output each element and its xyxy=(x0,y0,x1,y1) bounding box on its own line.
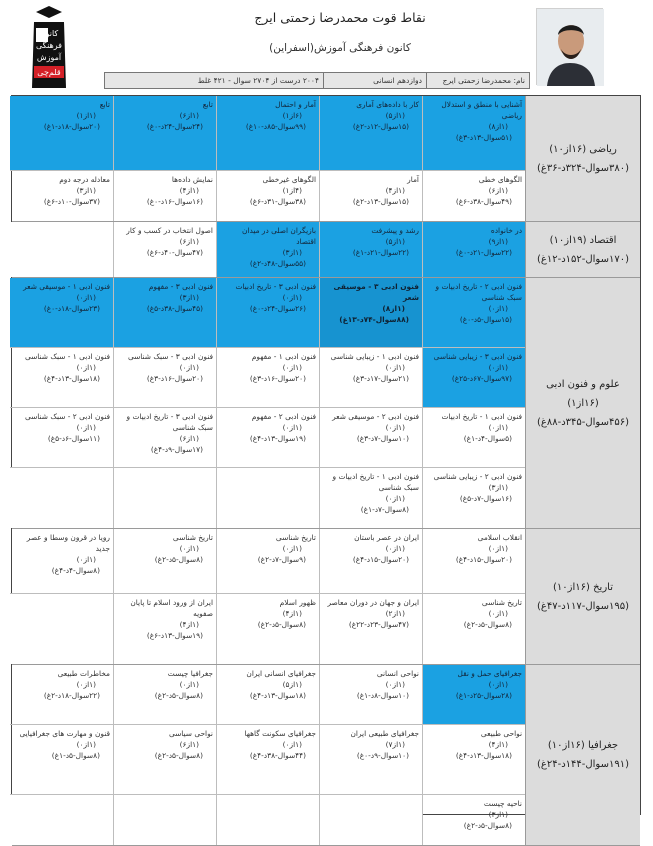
topic-count: (۱از۰) xyxy=(282,423,302,432)
topic-title: فنون ادبی ۲ - سبک شناسی xyxy=(24,412,110,421)
topic-cell xyxy=(216,529,319,593)
topic-questions: (۱۸سوال-۱۳د-۴غ) xyxy=(249,691,306,700)
topic-questions: (۲۶سوال-۲۴د-۰غ) xyxy=(249,304,306,313)
topic-questions: (۴۵سوال-۳۸د-۵غ) xyxy=(146,304,203,313)
topic-questions: (۸سوال-۵د-۲غ) xyxy=(154,751,203,760)
topic-line xyxy=(10,222,525,277)
student-photo xyxy=(536,8,603,85)
topic-line xyxy=(10,96,525,171)
topic-title: نمایش داده‌ها xyxy=(171,175,213,184)
student-grade: دوازدهم انسانی xyxy=(323,73,426,88)
student-name: نام: محمدرضا زحمتی ایرج xyxy=(426,73,529,88)
topic-count: (۱از۰) xyxy=(76,555,96,564)
strengths-table xyxy=(11,95,641,830)
topic-questions: (۲۲سوال-۲۱د-۱غ) xyxy=(352,248,409,257)
topic-questions: (۲۴سوال-۲۴د-۰غ) xyxy=(146,122,203,131)
topic-count: (۱از۳) xyxy=(488,483,508,492)
topic-questions: (۸سوال-۵د-۲غ) xyxy=(463,821,512,830)
topic-questions: (۸سوال-۵د-۲غ) xyxy=(463,620,512,629)
topic-title: فنون ادبی ۳ - سبک شناسی xyxy=(127,352,213,361)
topic-cell xyxy=(319,348,422,407)
topic-count: (۱از۰) xyxy=(385,494,405,503)
topic-line xyxy=(10,795,525,845)
logo-line3: آموزش xyxy=(36,53,62,62)
topic-line xyxy=(10,278,525,348)
topic-title: نواحی انسانی xyxy=(376,669,419,678)
topic-count: (۱از۶) xyxy=(179,434,199,443)
topic-questions: (۲۱سوال-۱۷د-۳غ) xyxy=(352,374,409,383)
topic-count: (۴از۱) xyxy=(282,186,302,195)
topic-cell xyxy=(113,171,216,221)
topic-questions: (۱۰سوال-۷د-۳غ) xyxy=(356,434,409,443)
topic-questions: (۱۹سوال-۱۳د-۶غ) xyxy=(146,631,203,640)
topic-title: جغرافیای حمل و نقل xyxy=(457,669,522,678)
topic-questions: (۱۶سوال-۱۶د-۰غ) xyxy=(146,197,203,206)
answer-stats: ۲۰۰۴ درست از ۲۷۰۴ سوال - ۴۲۱ غلط xyxy=(197,76,319,85)
topic-questions: (۴۷سوال-۲۳د-۲۲غ) xyxy=(348,620,409,629)
topic-title: قنون و مهارت های جغرافیایی xyxy=(19,729,110,738)
topic-title: تاریخ شناسی xyxy=(172,533,213,542)
topic-questions: (۸سوال-۴د-۴غ) xyxy=(51,566,100,575)
topic-title: تابع xyxy=(99,100,110,109)
topic-line xyxy=(10,725,525,795)
topic-count: (۱از۴) xyxy=(179,186,199,195)
topic-questions: (۸سوال-۷د-۱غ) xyxy=(360,505,409,514)
topic-count: (۱از۳) xyxy=(488,810,508,819)
topic-title: جغرافیای سکونت گاهها xyxy=(244,729,316,738)
topic-cell xyxy=(319,594,422,664)
topic-title: تابع xyxy=(202,100,213,109)
topic-count: (۱از۲) xyxy=(385,609,405,618)
topic-questions: (۱۵سوال-۱۲د-۲غ) xyxy=(352,122,409,131)
topic-count: (۱از۴) xyxy=(179,620,199,629)
logo-line2: فرهنگی xyxy=(36,41,62,50)
topic-cell xyxy=(216,348,319,407)
topic-line xyxy=(10,408,525,468)
logo xyxy=(22,4,76,90)
topic-cell xyxy=(216,725,319,794)
topic-count: (۱از۰) xyxy=(385,423,405,432)
subject-name: جغرافیا (۱۶از۱۰) (۱۹۱سوال-۱۴۴د-۲۴غ) xyxy=(525,665,640,845)
topic-title: انقلاب اسلامی xyxy=(477,533,522,542)
topic-cell xyxy=(319,408,422,467)
subject-name: ریاضی (۱۶از۱۰) (۳۸۰سوال-۳۲۴د-۳۶غ) xyxy=(525,96,640,221)
topic-count: (۱از۰) xyxy=(385,544,405,553)
logo-line1: کانون xyxy=(39,29,59,38)
topic-title: تاریخ شناسی xyxy=(481,598,522,607)
topic-title: ایران در عصر باستان xyxy=(354,533,419,542)
topic-questions: (۲۰سوال-۱۶د-۳غ) xyxy=(249,374,306,383)
subject-name: اقتصاد (۱۹از۱۰) (۱۷۰سوال-۱۵۲د-۱۲غ) xyxy=(525,222,640,277)
topic-count: (۱از۰) xyxy=(488,544,508,553)
topic-questions: (۱۶سوال-۷د-۵غ) xyxy=(459,494,512,503)
topic-title: فنون ادبی ۲ - تاریخ ادبیات و سبک شناسی xyxy=(435,282,522,302)
topic-title: جغرافیای انسانی ایران xyxy=(246,669,316,678)
empty-cell xyxy=(10,795,113,845)
topic-cell xyxy=(10,96,113,170)
topic-count: (۱از۰) xyxy=(179,680,199,689)
topic-questions: (۹۹سوال-۸۵د-۱۰غ) xyxy=(245,122,306,131)
topic-cell xyxy=(216,278,319,347)
topic-cell xyxy=(319,725,422,794)
topic-title: ایران و جهان در دوران معاصر xyxy=(327,598,419,607)
topic-count: (۱از۶) xyxy=(179,237,199,246)
topic-questions: (۸سوال-۵د-۲غ) xyxy=(154,691,203,700)
topic-count: (۱از۶) xyxy=(179,111,199,120)
topic-cell xyxy=(113,725,216,794)
topic-count: (۱از۰) xyxy=(179,544,199,553)
topic-questions: (۱۰سوال-۹د-۰غ) xyxy=(356,751,409,760)
topic-title: فنون ادبی ۳ - تاریخ ادبیات و سبک شناسی xyxy=(126,412,213,432)
topic-count: (۱از۳) xyxy=(179,293,199,302)
topic-cell xyxy=(422,468,525,528)
topic-questions: (۲۳سوال-۱۸د-۰غ) xyxy=(43,304,100,313)
topic-title: رویا در قرون وسطا و عصر جدید xyxy=(26,533,110,553)
topic-questions: (۸۸سوال-۷۴د-۱۳غ) xyxy=(339,315,409,324)
subject-row xyxy=(12,222,640,278)
topic-cell xyxy=(319,665,422,724)
topic-cell xyxy=(216,222,319,277)
topic-questions: (۸سوال-۵د-۱غ) xyxy=(51,751,100,760)
topic-cell xyxy=(422,348,525,407)
topic-cell xyxy=(422,795,525,845)
topic-count: (۱از۰) xyxy=(488,680,508,689)
topic-questions: (۱۸سوال-۱۳د-۴غ) xyxy=(43,374,100,383)
topic-count: (۱از۶) xyxy=(488,186,508,195)
topic-cell xyxy=(422,665,525,724)
topic-count: (۱از۰) xyxy=(76,363,96,372)
topic-title: اصول انتخاب در کسب و کار xyxy=(126,226,213,235)
topic-count: (۱از۱) xyxy=(76,111,96,120)
topic-questions: (۴۹سوال-۳۸د-۶غ) xyxy=(455,197,512,206)
topic-cell xyxy=(319,171,422,221)
topic-questions: (۳۷سوال-۱۰د-۶غ) xyxy=(43,197,100,206)
topic-count: (۱از۰) xyxy=(488,363,508,372)
topic-count: (۱از۴) xyxy=(282,609,302,618)
topic-cell xyxy=(422,278,525,347)
topic-cell xyxy=(10,665,113,724)
subject-name: علوم و فنون ادبی (۱۶از۱) (۴۵۶سوال-۳۴۵د-۸۸غ) xyxy=(525,278,640,528)
topic-line xyxy=(10,529,525,594)
topic-title: بازیگران اصلی در میدان اقتصاد xyxy=(242,226,316,246)
empty-cell xyxy=(113,795,216,845)
topic-title: فنون ادبی ۱ - مفهوم xyxy=(251,352,316,361)
topic-title: جغرافیا چیست xyxy=(167,669,213,678)
topic-cell xyxy=(319,529,422,593)
topic-count: (۱از۰) xyxy=(488,609,508,618)
topic-count: (۱از۳) xyxy=(76,186,96,195)
topic-cell xyxy=(422,594,525,664)
page-subtitle: کانون فرهنگی آموزش(اسفراین) xyxy=(269,42,411,54)
empty-cell xyxy=(319,795,422,845)
empty-cell xyxy=(113,468,216,528)
report-header xyxy=(0,0,653,95)
page-title: نقاط قوت محمدرضا زحمتی ایرج xyxy=(254,10,426,25)
topic-cell xyxy=(113,665,216,724)
topic-title: نواحی طبیعی xyxy=(480,729,522,738)
topic-cell xyxy=(319,96,422,170)
topic-title: ایران از ورود اسلام تا پایان صفویه xyxy=(130,598,213,618)
topic-title: فنون ادبی ۳ - تاریخ ادبیات xyxy=(235,282,316,291)
topic-count: (۱از۴) xyxy=(488,740,508,749)
empty-cell xyxy=(10,594,113,664)
topic-cell xyxy=(113,594,216,664)
empty-cell xyxy=(10,468,113,528)
topic-questions: (۲۰سوال-۱۸د-۱غ) xyxy=(43,122,100,131)
topic-count: (۱از۰) xyxy=(76,423,96,432)
topic-count: (۶از۱) xyxy=(282,111,302,120)
empty-cell xyxy=(216,795,319,845)
topic-cell xyxy=(10,348,113,407)
topic-cell xyxy=(10,171,113,221)
topic-title: فنون ادبی ۱ - زیبایی شناسی xyxy=(330,352,419,361)
topic-cell xyxy=(113,278,216,347)
subject-name: تاریخ (۱۶از۱۰) (۱۹۵سوال-۱۱۷د-۴۷غ) xyxy=(525,529,640,664)
topic-count: (۱از۳) xyxy=(282,248,302,257)
avatar-icon xyxy=(537,9,604,86)
topic-cell xyxy=(10,529,113,593)
topic-questions: (۲۰سوال-۱۶د-۳غ) xyxy=(146,374,203,383)
topic-title: ناحیه چیست xyxy=(483,799,522,808)
topic-questions: (۵سوال-۴د-۱غ) xyxy=(463,434,512,443)
topic-cell xyxy=(10,278,113,347)
topic-title: فنون ادبی ۱ - تاریخ ادبیات و سبک شناسی xyxy=(332,472,419,492)
topic-questions: (۱۵سوال-۱۳د-۲غ) xyxy=(352,197,409,206)
topic-count: (۱از۰) xyxy=(282,363,302,372)
topic-count: (۱از۰) xyxy=(488,304,508,313)
logo-line4: قلم‌چی xyxy=(37,68,61,77)
topic-title: فنون ادبی ۱ - سبک شناسی xyxy=(24,352,110,361)
topic-title: فنون ادبی ۱ - موسیقی شعر xyxy=(23,282,110,291)
topic-cell xyxy=(319,222,422,277)
topic-cell xyxy=(422,96,525,170)
topic-title: آشنایی با منطق و استدلال ریاضی xyxy=(441,100,522,120)
topic-questions: (۵۱سوال-۱۳د-۳غ) xyxy=(455,133,512,142)
topic-count: (۱از۰) xyxy=(282,293,302,302)
topic-cell xyxy=(113,96,216,170)
topic-title: فنون ادبی ۲ - زیبایی شناسی xyxy=(433,472,522,481)
topic-count: (۱از۰) xyxy=(385,363,405,372)
empty-cell xyxy=(10,222,113,277)
topic-title: آمار و احتمال xyxy=(275,100,316,109)
topic-cell xyxy=(216,665,319,724)
topic-title: فنون ادبی ۳ - موسیقی شعر xyxy=(333,282,419,302)
topic-questions: (۲۲سوال-۱۸د-۲غ) xyxy=(43,691,100,700)
topic-cell xyxy=(422,725,525,794)
topic-title: کار با داده‌های آماری xyxy=(356,100,419,109)
topic-title: آمار xyxy=(407,175,419,184)
topic-questions: (۸سوال-۵د-۲غ) xyxy=(154,555,203,564)
topic-cell xyxy=(422,408,525,467)
topic-count: (۱از۰) xyxy=(76,293,96,302)
topic-line xyxy=(10,594,525,664)
topic-title: در خانواده xyxy=(490,226,522,235)
topic-count: (۱از۴) xyxy=(385,186,405,195)
topic-count: (۱از۰) xyxy=(282,740,302,749)
topic-title: نواحی سیاسی xyxy=(168,729,213,738)
subject-row xyxy=(12,665,640,846)
topic-questions: (۱۱سوال-۶د-۵غ) xyxy=(47,434,100,443)
topic-cell xyxy=(216,171,319,221)
topic-count: (۱از۸) xyxy=(382,304,405,313)
topic-count: (۱از۵) xyxy=(282,680,302,689)
student-info-bar xyxy=(104,72,530,89)
topic-questions: (۴۷سوال-۴۰د-۶غ) xyxy=(146,248,203,257)
topic-title: الگوهای خطی xyxy=(478,175,522,184)
topic-cell xyxy=(113,348,216,407)
topic-count: (۱از۶) xyxy=(179,740,199,749)
topic-count: (۱از۰) xyxy=(488,423,508,432)
topic-cell xyxy=(319,278,422,347)
topic-cell xyxy=(113,529,216,593)
topic-line xyxy=(10,468,525,528)
topic-questions: (۳۸سوال-۳۱د-۶غ) xyxy=(249,197,306,206)
topic-title: تاریخ شناسی xyxy=(275,533,316,542)
topic-cell xyxy=(113,408,216,467)
topic-questions: (۹سوال-۷د-۲غ) xyxy=(257,555,306,564)
topic-count: (۱از۰) xyxy=(76,680,96,689)
topic-count: (۱از۰) xyxy=(179,363,199,372)
topic-questions: (۸سوال-۵د-۲غ) xyxy=(257,620,306,629)
topic-cell xyxy=(113,222,216,277)
topic-cell xyxy=(216,408,319,467)
topic-questions: (۱۹سوال-۱۳د-۴غ) xyxy=(249,434,306,443)
topic-cell xyxy=(216,96,319,170)
topic-questions: (۱۸سوال-۱۳د-۴غ) xyxy=(455,751,512,760)
topic-questions: (۱۵سوال-۵د-۰غ) xyxy=(459,315,512,324)
topic-questions: (۲۰سوال-۱۵د-۴غ) xyxy=(352,555,409,564)
topic-questions: (۴۴سوال-۳۸د-۴غ) xyxy=(249,751,306,760)
subject-row xyxy=(12,278,640,529)
topic-count: (۱از۸) xyxy=(488,122,508,131)
topic-cell xyxy=(422,171,525,221)
topic-line xyxy=(10,348,525,408)
topic-count: (۱از۰) xyxy=(385,680,405,689)
topic-count: (۱از۰) xyxy=(282,544,302,553)
topic-line xyxy=(10,665,525,725)
topic-title: فنون ادبی ۱ - تاریخ ادبیات xyxy=(441,412,522,421)
topic-count: (۱از۹) xyxy=(488,237,508,246)
topic-cell xyxy=(216,594,319,664)
topic-questions: (۱۰سوال-۸د-۱غ) xyxy=(356,691,409,700)
topic-title: فنون ادبی ۲ - موسیقی شعر xyxy=(332,412,419,421)
topic-count: (۱از۰) xyxy=(76,740,96,749)
topic-title: فنون ادبی ۲ - مفهوم xyxy=(251,412,316,421)
topic-line xyxy=(10,171,525,221)
topic-title: ظهور اسلام xyxy=(279,598,316,607)
topic-cell xyxy=(10,408,113,467)
topic-title: رشد و پیشرفت xyxy=(371,226,419,235)
topic-title: معادله درجه دوم xyxy=(59,175,110,184)
topic-title: فنون ادبی ۳ - مفهوم xyxy=(148,282,213,291)
topic-count: (۱از۵) xyxy=(385,237,405,246)
topic-questions: (۹۷سوال-۶۷د-۲۵غ) xyxy=(451,374,512,383)
topic-title: جغرافیای طبیعی ایران xyxy=(350,729,419,738)
topic-questions: (۱۷سوال-۹د-۴غ) xyxy=(150,445,203,454)
empty-cell xyxy=(216,468,319,528)
topic-title: مخاطرات طبیعی xyxy=(57,669,110,678)
topic-cell xyxy=(422,529,525,593)
topic-title: فنون ادبی ۳ - زیبایی شناسی xyxy=(433,352,522,361)
topic-questions: (۲۰سوال-۱۵د-۴غ) xyxy=(455,555,512,564)
kanoon-logo-icon xyxy=(22,4,76,90)
topic-questions: (۲۸سوال-۲۵د-۱غ) xyxy=(455,691,512,700)
topic-count: (۱از۷) xyxy=(385,740,405,749)
subject-row xyxy=(12,529,640,665)
topic-cell xyxy=(422,222,525,277)
topic-count: (۱از۵) xyxy=(385,111,405,120)
topic-cell xyxy=(10,725,113,794)
topic-questions: (۲۲سوال-۲۱د-۰غ) xyxy=(455,248,512,257)
topic-title: الگوهای غیرخطی xyxy=(262,175,316,184)
topic-cell xyxy=(319,468,422,528)
topic-questions: (۵۵سوال-۴۸د-۲غ) xyxy=(249,259,306,268)
subject-row xyxy=(12,96,640,222)
